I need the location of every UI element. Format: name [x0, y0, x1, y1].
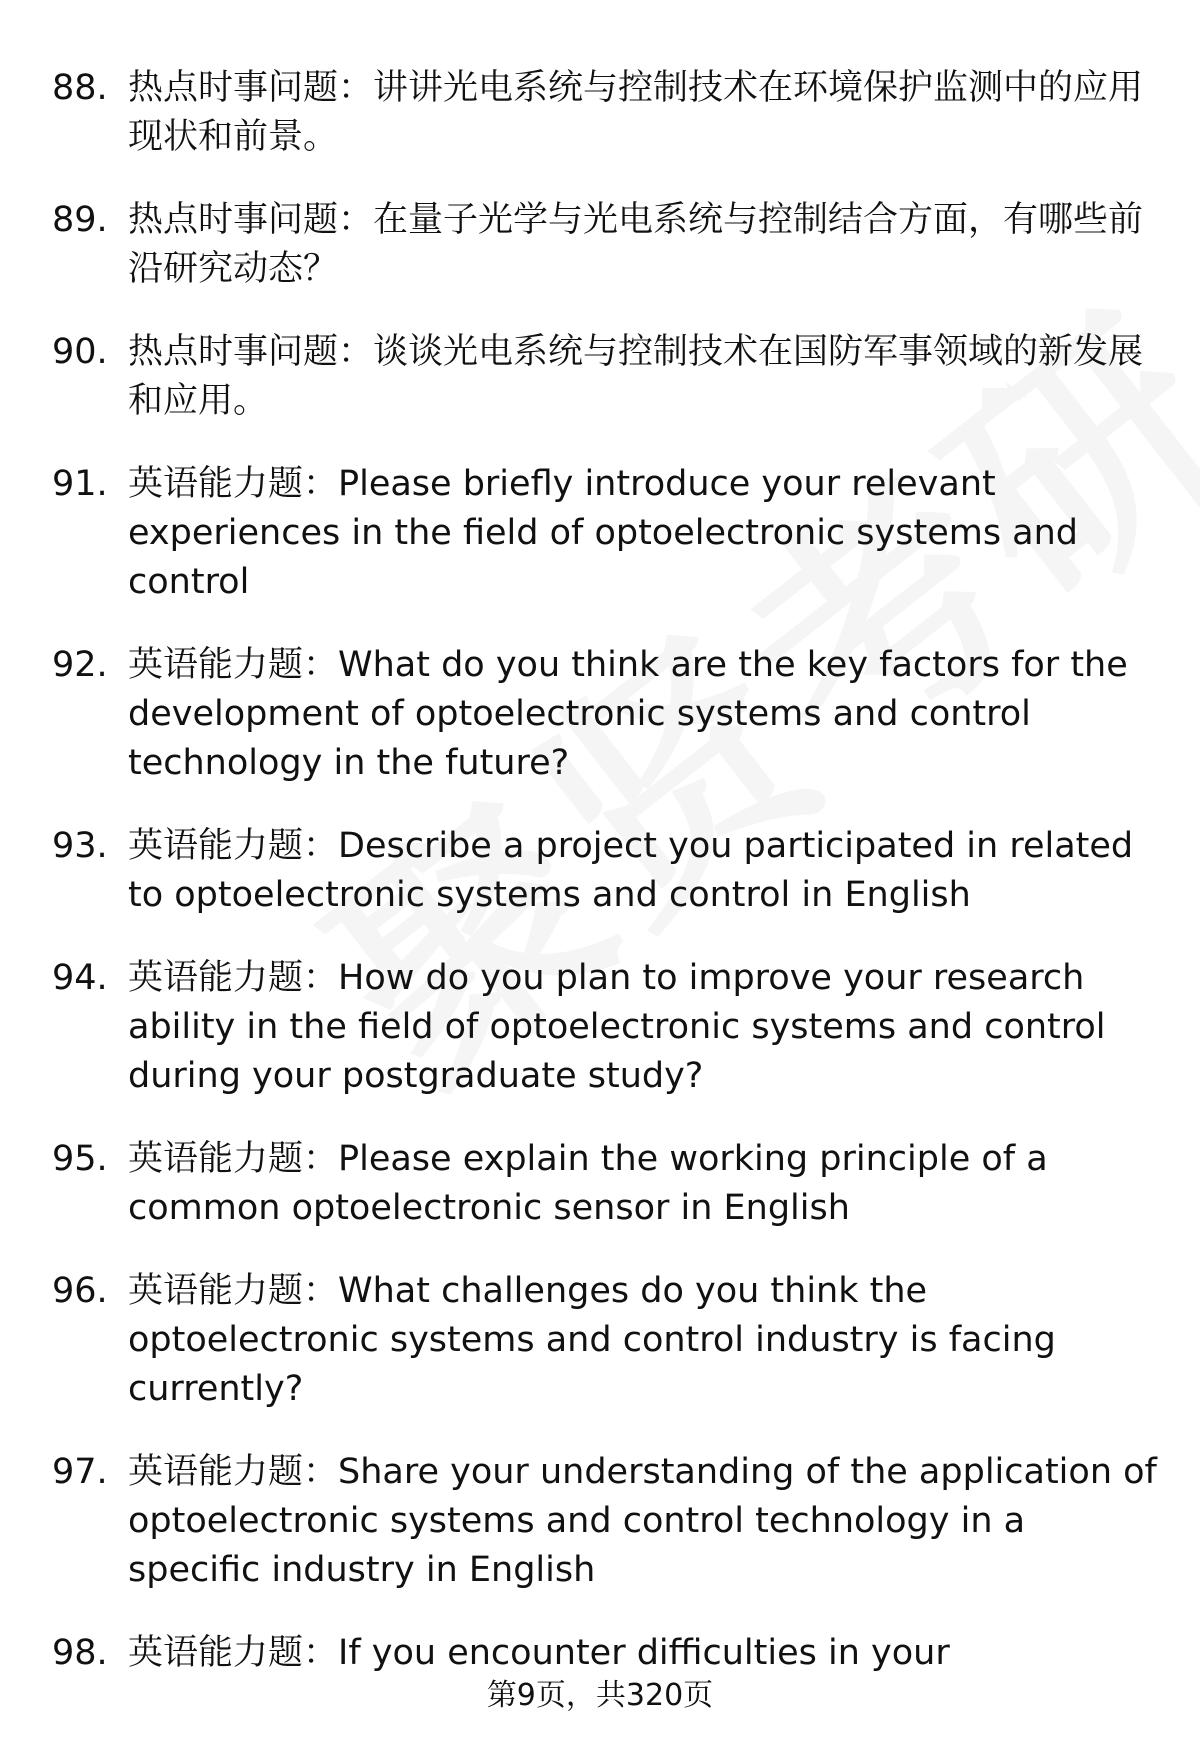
question-item-91 — [0, 460, 1200, 607]
question-number: 97. — [52, 1452, 108, 1492]
question-number: 95. — [52, 1139, 108, 1179]
question-number: 96. — [52, 1271, 108, 1311]
question-number: 98. — [52, 1633, 108, 1673]
question-item-98 — [0, 1629, 1200, 1678]
question-item-90 — [0, 328, 1200, 426]
question-text: 英语能力题：Please explain the working principle of a common optoelectronic sensor in English — [128, 1139, 1048, 1228]
question-text: 英语能力题：What do you think are the key factors for the development of optoelectronic systems and control technology in the future? — [128, 645, 1128, 783]
question-item-93 — [0, 822, 1200, 920]
question-number: 89. — [52, 200, 108, 240]
question-number: 94. — [52, 958, 108, 998]
question-item-97 — [0, 1448, 1200, 1595]
question-item-89 — [0, 196, 1200, 294]
page-number-label: 第9页，共320页 — [486, 1678, 714, 1713]
question-number: 88. — [52, 68, 108, 108]
question-item-92 — [0, 641, 1200, 788]
question-number: 93. — [52, 826, 108, 866]
question-item-96 — [0, 1267, 1200, 1414]
question-number: 92. — [52, 645, 108, 685]
question-text: 英语能力题：Please briefly introduce your relevant experiences in the field of optoelectronic systems and control — [128, 464, 1079, 602]
question-text: 热点时事问题：讲讲光电系统与控制技术在环境保护监测中的应用现状和前景。 — [128, 68, 1144, 157]
page-footer — [0, 1676, 1200, 1716]
question-list — [0, 64, 1200, 1712]
question-text: 热点时事问题：谈谈光电系统与控制技术在国防军事领域的新发展和应用。 — [128, 332, 1144, 421]
question-text: 英语能力题：Describe a project you participated in related to optoelectronic systems and control in English — [128, 826, 1134, 915]
question-number: 90. — [52, 332, 108, 372]
question-text: 英语能力题：Share your understanding of the application of optoelectronic systems and control technology in a specific industry in English — [128, 1452, 1157, 1590]
question-number: 91. — [52, 464, 108, 504]
question-text: 英语能力题：If you encounter difficulties in your — [128, 1633, 950, 1673]
question-text: 热点时事问题：在量子光学与光电系统与控制结合方面，有哪些前沿研究动态？ — [128, 200, 1144, 289]
question-item-88 — [0, 64, 1200, 162]
question-text: 英语能力题：What challenges do you think the optoelectronic systems and control industry is facing currently? — [128, 1271, 1056, 1409]
question-item-94 — [0, 954, 1200, 1101]
question-item-95 — [0, 1135, 1200, 1233]
question-text: 英语能力题：How do you plan to improve your research ability in the field of optoelectronic systems and control during your postgraduate study? — [128, 958, 1106, 1096]
